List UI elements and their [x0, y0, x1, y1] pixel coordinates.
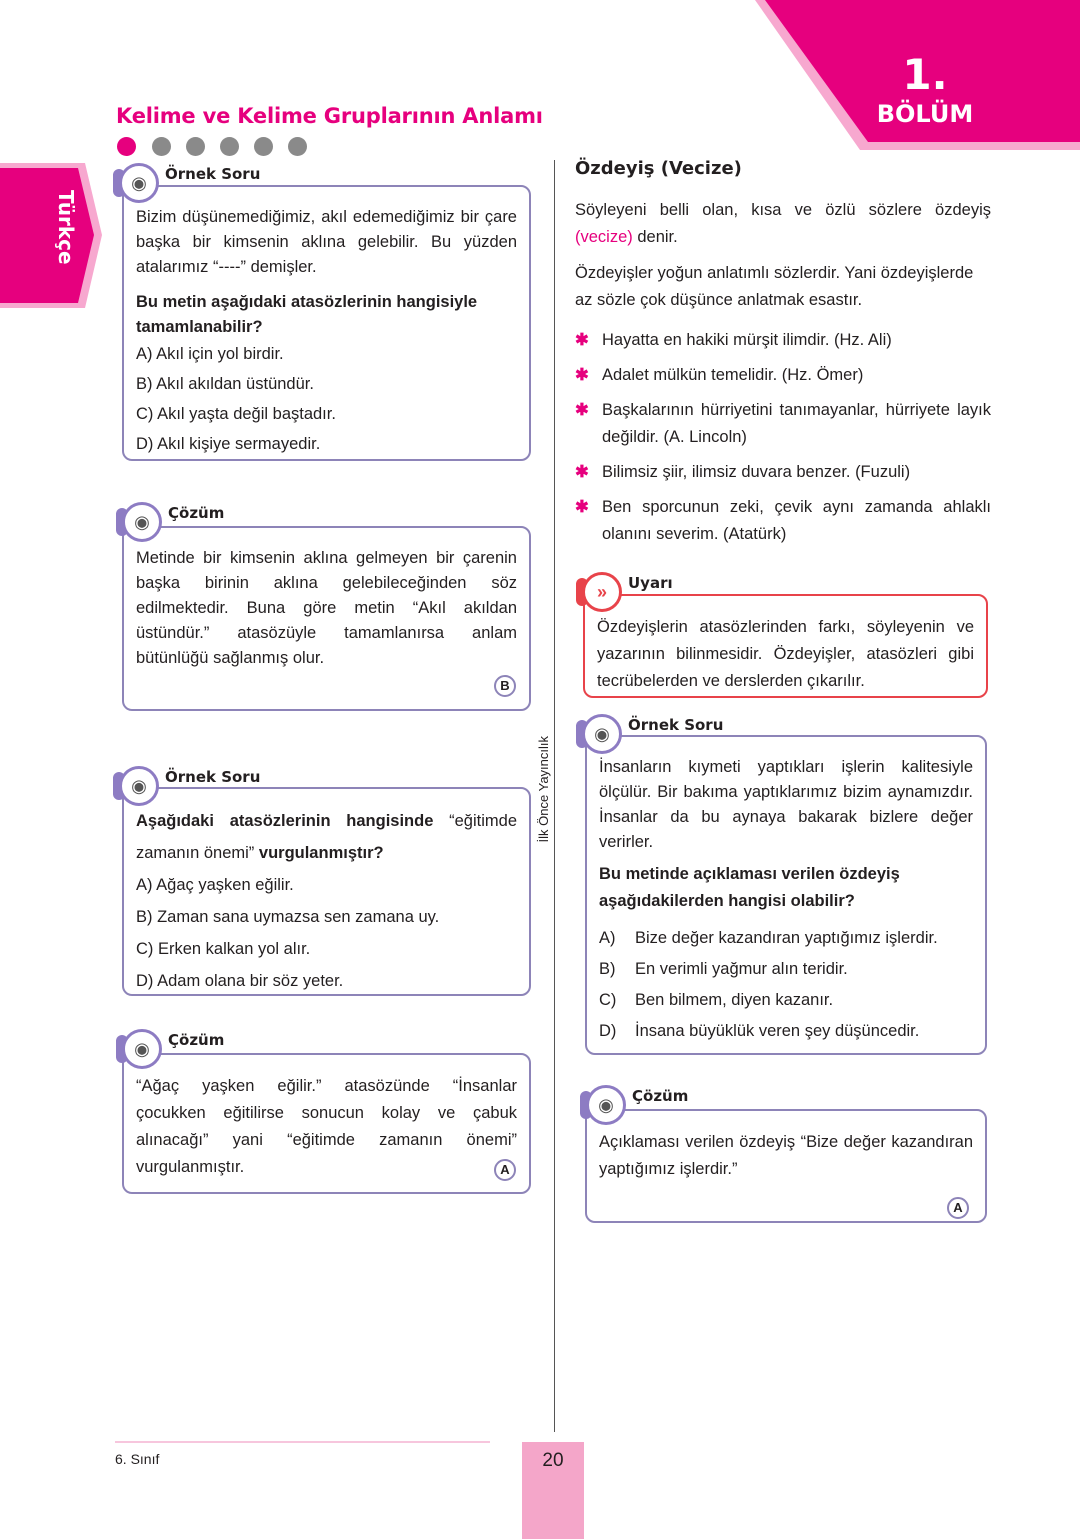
page-number: 20: [522, 1442, 584, 1539]
option-text: En verimli yağmur alın teridir.: [635, 960, 848, 978]
asterisk-icon: ✱: [575, 366, 589, 384]
option-letter: A): [599, 929, 616, 947]
solution-2: [122, 1053, 531, 1194]
solution-text: “Ağaç yaşken eğilir.” atasözünde “İnsanlar çocukken eğitilirse sonucun kolay ve çabuk alınacağı” yani “eğitimde zamanın önemi” vurgulanmıştır.: [136, 1077, 517, 1176]
option-b: B) Akıl akıldan üstündür.: [136, 375, 314, 393]
quote-text: Ben sporcunun zeki, çevik aynı zamanda ahlaklı olanını severim. (Atatürk): [602, 498, 991, 543]
option-d: D) Akıl kişiye sermayedir.: [136, 435, 321, 453]
answer-badge: A: [494, 1159, 516, 1181]
header-label: Örnek Soru: [165, 768, 261, 786]
text: Söyleyeni belli olan, kısa ve özlü sözlere özdeyiş: [575, 201, 991, 219]
question-text: Bizim düşünemediğimiz, akıl edemediğimiz bir çare başka bir kimsenin aklına gelebilir. Bu yüzden atalarımız “----” demişler.: [136, 208, 517, 276]
definition-paragraph: [575, 197, 991, 251]
example-question-2: [122, 787, 531, 996]
progress-dot: [288, 137, 307, 156]
lock-icon: ◉: [119, 163, 159, 203]
asterisk-icon: ✱: [575, 463, 589, 481]
prompt-bold: Aşağıdaki atasözlerinin hangisinde: [136, 812, 434, 830]
option-d: [599, 1016, 973, 1047]
quote-item: [575, 362, 991, 389]
header-label: Uyarı: [628, 574, 673, 592]
option-c: C) Akıl yaşta değil baştadır.: [136, 405, 336, 423]
lock-icon: ◉: [122, 502, 162, 542]
option-a: A) Ağaç yaşken eğilir.: [136, 876, 294, 894]
option-text: Ben bilmem, diyen kazanır.: [635, 991, 834, 1009]
options: [599, 923, 973, 1047]
header-label: Çözüm: [632, 1087, 689, 1105]
option-a: A) Akıl için yol birdir.: [136, 345, 284, 363]
quote-item: [575, 327, 991, 354]
warning-box: [583, 594, 988, 698]
progress-dot-active: [117, 137, 136, 156]
lock-icon: ◉: [582, 714, 622, 754]
question-text: İnsanların kıymeti yaptıkları işlerin kalitesiyle ölçülür. Bir bakıma yaptıklarımız bizim aynamızdır. İnsanlar da bu aynaya bakarak bizlere değer verirler.: [599, 758, 973, 851]
option-c: [599, 985, 973, 1016]
option-b: [599, 954, 973, 985]
solution-text: Açıklaması verilen özdeyiş “Bize değer kazandıran yaptığımız işlerdir.”: [599, 1133, 973, 1178]
header-label: Örnek Soru: [165, 165, 261, 183]
option-a: [599, 923, 973, 954]
option-letter: C): [599, 991, 617, 1009]
quote-text: Bilimsiz şiir, ilimsiz duvara benzer. (Fuzuli): [602, 463, 911, 481]
option-b: B) Zaman sana uymazsa sen zamana uy.: [136, 908, 440, 926]
solution-1: [122, 526, 531, 711]
header-label: Çözüm: [168, 1031, 225, 1049]
footer-rule: [115, 1441, 490, 1443]
chapter-number: 1.: [902, 50, 948, 99]
option-text: İnsana büyüklük veren şey düşüncedir.: [635, 1022, 920, 1040]
progress-dot: [254, 137, 273, 156]
text: denir.: [632, 228, 678, 246]
solution-3: [585, 1109, 987, 1223]
progress-dot: [186, 137, 205, 156]
answer-badge: B: [494, 675, 516, 697]
solution-text: Metinde bir kimsenin aklına gelmeyen bir çarenin başka birinin aklına gelebileceğinden söz edilmektedir. Buna göre metin “Akıl akıldan üstündür.” atasözüyle tamamlanırsa anlam bütünlüğü sağlanmış olur.: [136, 549, 517, 667]
explanation-paragraph: Özdeyişler yoğun anlatımlı sözlerdir. Yani özdeyişlerde az sözle çok düşünce anlatmak esastır.: [575, 264, 974, 309]
quote-item: [575, 494, 991, 548]
quote-list: [575, 327, 991, 548]
question-prompt: [136, 805, 517, 869]
option-letter: D): [599, 1022, 617, 1040]
progress-dot: [152, 137, 171, 156]
question-prompt: Bu metinde açıklaması verilen özdeyiş aşağıdakilerden hangisi olabilir?: [599, 865, 900, 910]
subject-tab-label: Türkçe: [54, 190, 78, 265]
example-question-1: [122, 185, 531, 461]
prompt-end: vurgulanmıştır?: [258, 844, 384, 862]
asterisk-icon: ✱: [575, 331, 589, 349]
asterisk-icon: ✱: [575, 401, 589, 419]
quote-item: [575, 397, 991, 451]
warning-arrow-icon: »: [582, 572, 622, 612]
quote-text: Hayatta en hakiki mürşit ilimdir. (Hz. Ali): [602, 331, 892, 349]
option-d: D) Adam olana bir söz yeter.: [136, 972, 344, 990]
lock-icon: ◉: [586, 1085, 626, 1125]
header-label: Örnek Soru: [628, 716, 724, 734]
progress-dot: [220, 137, 239, 156]
header-label: Çözüm: [168, 504, 225, 522]
lock-icon: ◉: [119, 766, 159, 806]
answer-badge: A: [947, 1197, 969, 1219]
grade-label: 6. Sınıf: [115, 1451, 160, 1467]
chapter-word: BÖLÜM: [876, 100, 974, 128]
section-heading: Özdeyiş (Vecize): [575, 158, 742, 179]
lock-icon: ◉: [122, 1029, 162, 1069]
warning-text: Özdeyişlerin atasözlerinden farkı, söyleyenin ve yazarının bilinmesidir. Özdeyişler, atasözleri gibi tecrübelerden ve derslerden çıkarılır.: [597, 618, 974, 690]
section-title: Kelime ve Kelime Gruplarının Anlamı: [116, 104, 543, 128]
option-text: Bize değer kazandıran yaptığımız işlerdir.: [635, 929, 938, 947]
asterisk-icon: ✱: [575, 498, 589, 516]
quote-text: Adalet mülkün temelidir. (Hz. Ömer): [602, 366, 864, 384]
publisher-name: İlk Önce Yayıncılık: [536, 730, 551, 848]
quote-text: Başkalarının hürriyetini tanımayanlar, hürriyete layık değildir. (A. Lincoln): [602, 401, 991, 446]
question-prompt: Bu metin aşağıdaki atasözlerinin hangisiyle tamamlanabilir?: [136, 293, 478, 336]
option-letter: B): [599, 960, 616, 978]
column-divider: [554, 160, 555, 1432]
term-highlight: (vecize): [575, 228, 633, 246]
quote-item: [575, 459, 991, 486]
example-question-3: [585, 735, 987, 1055]
option-c: C) Erken kalkan yol alır.: [136, 940, 311, 958]
prompt-quote: “eğitimde zamanın önemi”: [136, 812, 517, 862]
